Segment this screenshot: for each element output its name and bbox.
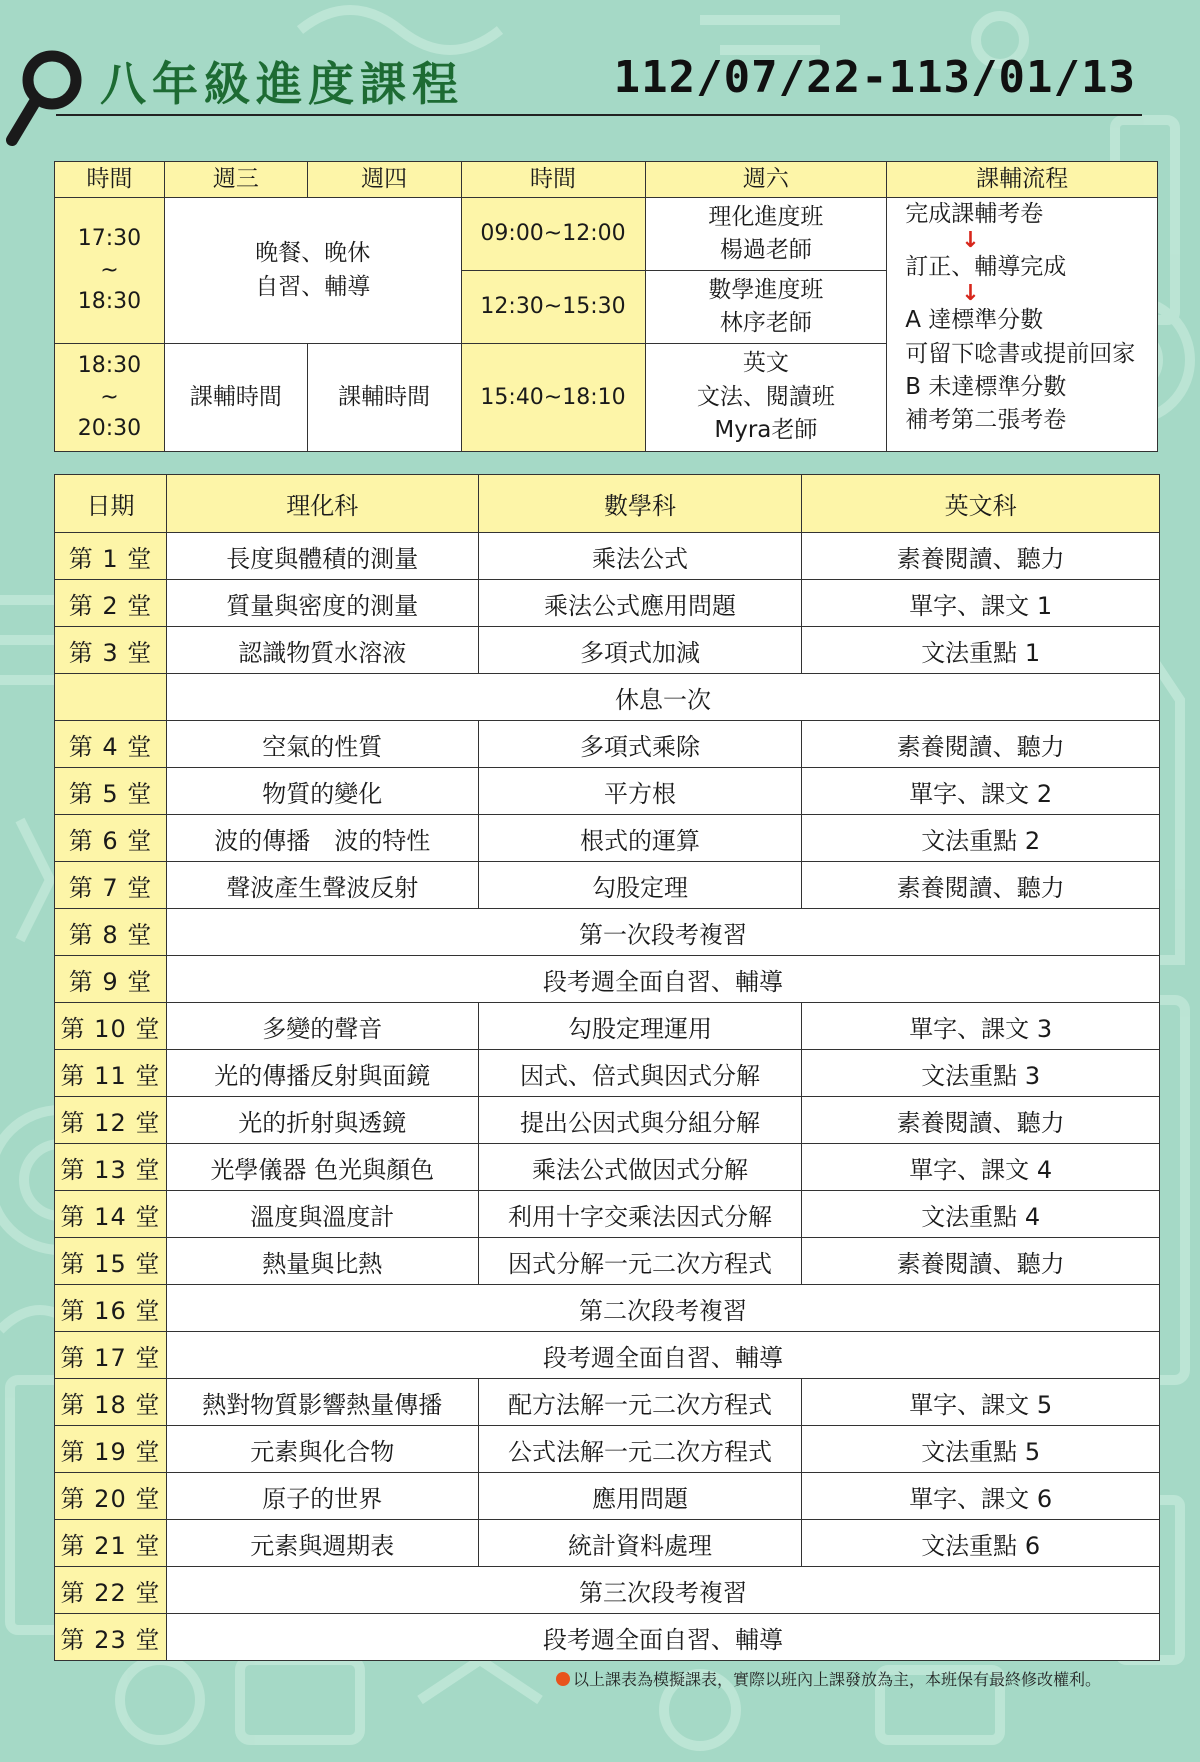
curriculum-row bbox=[55, 862, 1160, 909]
english-topic: 單字、課文 3 bbox=[802, 1003, 1160, 1050]
curriculum-row bbox=[55, 1379, 1160, 1426]
math-topic: 勾股定理 bbox=[478, 862, 802, 909]
header-thursday: 週四 bbox=[307, 162, 461, 198]
weekly-schedule-table bbox=[54, 161, 1158, 452]
science-topic: 元素與週期表 bbox=[166, 1520, 478, 1567]
teacher-name: Myra老師 bbox=[714, 417, 818, 444]
english-topic: 文法重點 5 bbox=[802, 1426, 1160, 1473]
merged-activity-cell: 段考週全面自習、輔導 bbox=[166, 956, 1159, 1003]
lesson-number: 第 3 堂 bbox=[55, 627, 167, 674]
english-topic: 素養閱讀、聽力 bbox=[802, 1238, 1160, 1285]
curriculum-row bbox=[55, 815, 1160, 862]
time-end: 18:30 bbox=[77, 289, 142, 315]
science-topic: 長度與體積的測量 bbox=[166, 533, 478, 580]
curriculum-row bbox=[55, 1285, 1160, 1332]
lesson-number bbox=[55, 674, 167, 721]
lesson-number: 第 10 堂 bbox=[55, 1003, 167, 1050]
lesson-number: 第 1 堂 bbox=[55, 533, 167, 580]
curriculum-row bbox=[55, 768, 1160, 815]
saturday-time-slot: 09:00~12:00 bbox=[461, 198, 645, 271]
lesson-number: 第 5 堂 bbox=[55, 768, 167, 815]
curriculum-row bbox=[55, 1426, 1160, 1473]
merged-activity-cell: 第三次段考複習 bbox=[166, 1567, 1159, 1614]
english-topic: 文法重點 6 bbox=[802, 1520, 1160, 1567]
class-subtitle: 文法、閱讀班 bbox=[696, 383, 835, 410]
lesson-number: 第 13 堂 bbox=[55, 1144, 167, 1191]
english-topic: 單字、課文 1 bbox=[802, 580, 1160, 627]
lesson-number: 第 20 堂 bbox=[55, 1473, 167, 1520]
page-title: 八年級進度課程 bbox=[100, 57, 464, 111]
curriculum-row bbox=[55, 580, 1160, 627]
wednesday-tutoring-cell: 課輔時間 bbox=[164, 344, 307, 452]
header-tutoring-flow: 課輔流程 bbox=[887, 162, 1158, 198]
saturday-time-slot: 12:30~15:30 bbox=[461, 271, 645, 344]
lesson-number: 第 15 堂 bbox=[55, 1238, 167, 1285]
lesson-number: 第 18 堂 bbox=[55, 1379, 167, 1426]
science-topic: 熱對物質影響熱量傳播 bbox=[166, 1379, 478, 1426]
english-topic: 單字、課文 2 bbox=[802, 768, 1160, 815]
english-topic: 文法重點 3 bbox=[802, 1050, 1160, 1097]
lesson-number: 第 6 堂 bbox=[55, 815, 167, 862]
english-topic: 素養閱讀、聽力 bbox=[802, 533, 1160, 580]
footnote bbox=[556, 1667, 1101, 1690]
merged-activity-cell: 段考週全面自習、輔導 bbox=[166, 1332, 1159, 1379]
page-header bbox=[0, 40, 1200, 140]
time-slot-evening-2 bbox=[55, 344, 165, 452]
lesson-number: 第 23 堂 bbox=[55, 1614, 167, 1661]
math-topic: 根式的運算 bbox=[478, 815, 802, 862]
curriculum-row bbox=[55, 1238, 1160, 1285]
teacher-name: 林序老師 bbox=[719, 310, 812, 336]
english-topic: 素養閱讀、聽力 bbox=[802, 721, 1160, 768]
lesson-number: 第 16 堂 bbox=[55, 1285, 167, 1332]
header-time: 時間 bbox=[55, 162, 165, 198]
lesson-number: 第 22 堂 bbox=[55, 1567, 167, 1614]
science-topic: 元素與化合物 bbox=[166, 1426, 478, 1473]
tutoring-flow-cell bbox=[887, 198, 1158, 452]
flow-step: 補考第二張考卷 bbox=[905, 407, 1067, 434]
bullet-dot-icon bbox=[556, 1672, 570, 1686]
science-topic: 物質的變化 bbox=[166, 768, 478, 815]
lesson-number: 第 11 堂 bbox=[55, 1050, 167, 1097]
math-topic: 因式分解一元二次方程式 bbox=[478, 1238, 802, 1285]
class-name: 英文 bbox=[742, 350, 789, 377]
time-separator: ~ bbox=[100, 257, 119, 283]
math-topic: 多項式加減 bbox=[478, 627, 802, 674]
curriculum-row bbox=[55, 1473, 1160, 1520]
math-topic: 應用問題 bbox=[478, 1473, 802, 1520]
english-topic: 文法重點 4 bbox=[802, 1191, 1160, 1238]
header-date: 日期 bbox=[55, 475, 167, 533]
lesson-number: 第 8 堂 bbox=[55, 909, 167, 956]
curriculum-row bbox=[55, 1097, 1160, 1144]
curriculum-row bbox=[55, 1614, 1160, 1661]
down-arrow-icon: ↓ bbox=[961, 281, 980, 307]
merged-activity-cell: 第二次段考複習 bbox=[166, 1285, 1159, 1332]
english-topic: 素養閱讀、聽力 bbox=[802, 862, 1160, 909]
science-topic: 質量與密度的測量 bbox=[166, 580, 478, 627]
down-arrow-icon: ↓ bbox=[961, 228, 980, 254]
english-topic: 單字、課文 5 bbox=[802, 1379, 1160, 1426]
schedule-header-row bbox=[55, 162, 1158, 198]
math-topic: 配方法解一元二次方程式 bbox=[478, 1379, 802, 1426]
teacher-name: 楊過老師 bbox=[719, 237, 812, 263]
curriculum-row bbox=[55, 1191, 1160, 1238]
header-saturday: 週六 bbox=[645, 162, 887, 198]
math-topic: 乘法公式做因式分解 bbox=[478, 1144, 802, 1191]
saturday-class-cell bbox=[645, 344, 887, 452]
lesson-number: 第 4 堂 bbox=[55, 721, 167, 768]
english-topic: 文法重點 1 bbox=[802, 627, 1160, 674]
curriculum-row bbox=[55, 721, 1160, 768]
time-separator: ~ bbox=[100, 384, 119, 410]
science-topic: 空氣的性質 bbox=[166, 721, 478, 768]
lesson-number: 第 12 堂 bbox=[55, 1097, 167, 1144]
english-topic: 素養閱讀、聽力 bbox=[802, 1097, 1160, 1144]
curriculum-table bbox=[54, 474, 1160, 1661]
curriculum-row bbox=[55, 1003, 1160, 1050]
header-time-saturday: 時間 bbox=[461, 162, 645, 198]
header-science: 理化科 bbox=[166, 475, 478, 533]
math-topic: 勾股定理運用 bbox=[478, 1003, 802, 1050]
time-slot-evening-1 bbox=[55, 198, 165, 344]
english-topic: 文法重點 2 bbox=[802, 815, 1160, 862]
science-topic: 原子的世界 bbox=[166, 1473, 478, 1520]
english-topic: 單字、課文 4 bbox=[802, 1144, 1160, 1191]
science-topic: 光的傳播反射與面鏡 bbox=[166, 1050, 478, 1097]
header-divider bbox=[56, 114, 1142, 116]
footnote-text: 以上課表為模擬課表，實際以班內上課發放為主，本班保有最終修改權利。 bbox=[573, 1670, 1102, 1689]
math-topic: 公式法解一元二次方程式 bbox=[478, 1426, 802, 1473]
magnifier-icon bbox=[4, 48, 94, 148]
lesson-number: 第 21 堂 bbox=[55, 1520, 167, 1567]
thursday-tutoring-cell: 課輔時間 bbox=[307, 344, 461, 452]
science-topic: 光學儀器 色光與顏色 bbox=[166, 1144, 478, 1191]
class-name: 數學進度班 bbox=[708, 276, 824, 303]
header-english: 英文科 bbox=[802, 475, 1160, 533]
lesson-number: 第 7 堂 bbox=[55, 862, 167, 909]
curriculum-row bbox=[55, 1144, 1160, 1191]
saturday-time-slot: 15:40~18:10 bbox=[461, 344, 645, 452]
curriculum-row bbox=[55, 1332, 1160, 1379]
lesson-number: 第 9 堂 bbox=[55, 956, 167, 1003]
science-topic: 光的折射與透鏡 bbox=[166, 1097, 478, 1144]
curriculum-row bbox=[55, 533, 1160, 580]
lesson-number: 第 14 堂 bbox=[55, 1191, 167, 1238]
flow-step: 訂正、輔導完成 bbox=[905, 254, 1067, 281]
lesson-number: 第 17 堂 bbox=[55, 1332, 167, 1379]
lesson-number: 第 2 堂 bbox=[55, 580, 167, 627]
time-start: 18:30 bbox=[77, 352, 142, 378]
curriculum-row bbox=[55, 1050, 1160, 1097]
flow-step: B 未達標準分數 bbox=[905, 373, 1067, 400]
merged-activity-cell: 休息一次 bbox=[166, 674, 1159, 721]
math-topic: 平方根 bbox=[478, 768, 802, 815]
lesson-number: 第 19 堂 bbox=[55, 1426, 167, 1473]
class-name: 理化進度班 bbox=[708, 203, 824, 230]
curriculum-body bbox=[55, 533, 1160, 1661]
curriculum-row bbox=[55, 956, 1160, 1003]
english-topic: 單字、課文 6 bbox=[802, 1473, 1160, 1520]
science-topic: 聲波產生聲波反射 bbox=[166, 862, 478, 909]
math-topic: 乘法公式 bbox=[478, 533, 802, 580]
schedule-row bbox=[55, 198, 1158, 271]
science-topic: 多變的聲音 bbox=[166, 1003, 478, 1050]
saturday-class-cell bbox=[645, 198, 887, 271]
math-topic: 利用十字交乘法因式分解 bbox=[478, 1191, 802, 1238]
math-topic: 因式、倍式與因式分解 bbox=[478, 1050, 802, 1097]
time-start: 17:30 bbox=[77, 225, 142, 251]
science-topic: 溫度與溫度計 bbox=[166, 1191, 478, 1238]
weekday-dinner-cell bbox=[164, 198, 461, 344]
flow-step: 可留下唸書或提前回家 bbox=[905, 340, 1136, 367]
date-range: 112/07/22-113/01/13 bbox=[613, 52, 1136, 103]
science-topic: 熱量與比熱 bbox=[166, 1238, 478, 1285]
math-topic: 多項式乘除 bbox=[478, 721, 802, 768]
math-topic: 乘法公式應用問題 bbox=[478, 580, 802, 627]
flow-step: 完成課輔考卷 bbox=[905, 201, 1044, 227]
time-end: 20:30 bbox=[77, 416, 142, 442]
curriculum-header-row bbox=[55, 475, 1160, 533]
curriculum-row bbox=[55, 909, 1160, 956]
header-wednesday: 週三 bbox=[164, 162, 307, 198]
curriculum-row bbox=[55, 627, 1160, 674]
flow-step: A 達標準分數 bbox=[905, 307, 1044, 334]
curriculum-row bbox=[55, 1520, 1160, 1567]
weekday-activity-line: 晚餐、晚休 bbox=[255, 240, 371, 267]
weekday-activity-line: 自習、輔導 bbox=[255, 273, 371, 300]
math-topic: 統計資料處理 bbox=[478, 1520, 802, 1567]
merged-activity-cell: 段考週全面自習、輔導 bbox=[166, 1614, 1159, 1661]
curriculum-row bbox=[55, 1567, 1160, 1614]
header-math: 數學科 bbox=[478, 475, 802, 533]
curriculum-row bbox=[55, 674, 1160, 721]
saturday-class-cell bbox=[645, 271, 887, 344]
math-topic: 提出公因式與分組分解 bbox=[478, 1097, 802, 1144]
merged-activity-cell: 第一次段考複習 bbox=[166, 909, 1159, 956]
science-topic: 認識物質水溶液 bbox=[166, 627, 478, 674]
science-topic: 波的傳播 波的特性 bbox=[166, 815, 478, 862]
